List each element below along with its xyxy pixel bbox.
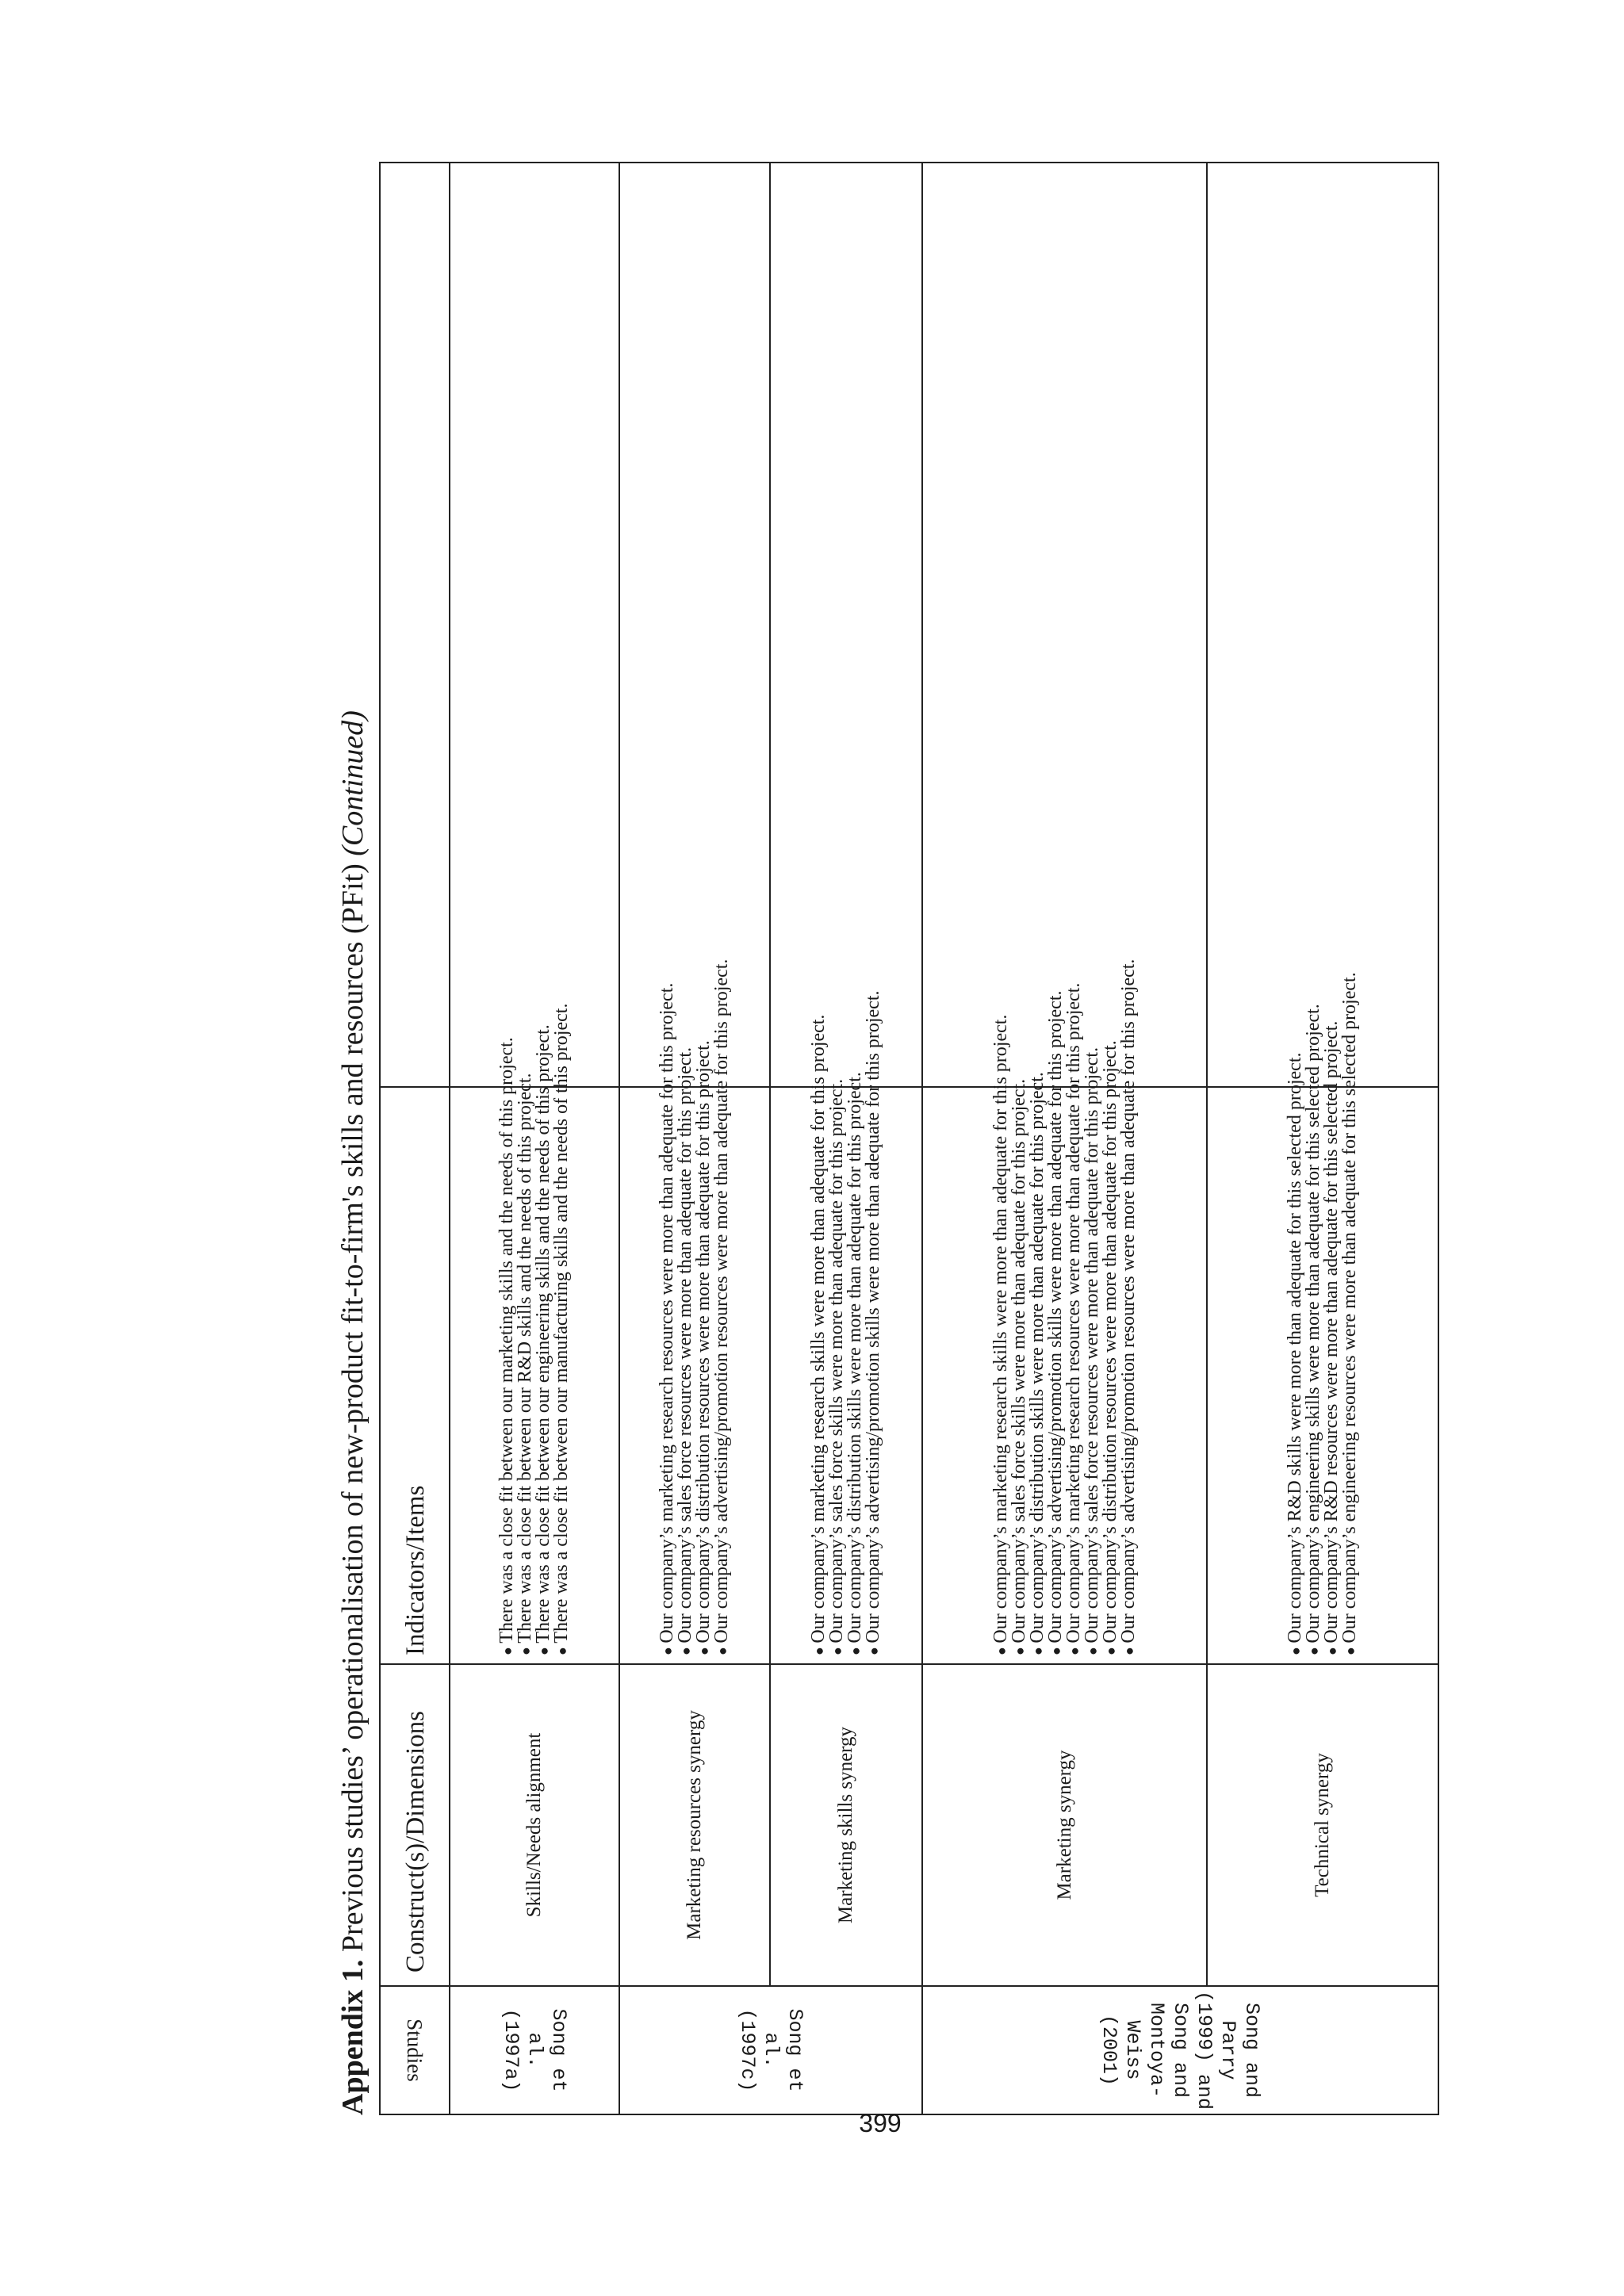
list-item: ● Our company’s sales force skills were more than adequate for this project. bbox=[1010, 744, 1028, 1655]
items-list bbox=[923, 744, 1206, 1655]
caption-title: Previous studies’ operationalisation of new-product fit-to-firm's skills and resources (PFit) bbox=[336, 855, 370, 1960]
list-item: ● There was a close fit between our marketing skills and the needs of this project. bbox=[498, 744, 516, 1655]
list-item: ● Our company’s engineering skills were more than adequate for this selected project. bbox=[1304, 744, 1323, 1655]
construct-cell: Marketing synergy bbox=[1053, 1750, 1075, 1900]
construct-cell: Skills/Needs alignment bbox=[523, 1732, 545, 1918]
list-item: ● Our company’s marketing research skills were more than adequate for this project. bbox=[810, 744, 828, 1655]
header-constructs: Construct(s)/Dimensions bbox=[401, 1711, 430, 1973]
list-item: ● Our company’s engineering resources were more than adequate for this selected project. bbox=[1341, 744, 1359, 1655]
construct-cell: Marketing resources synergy bbox=[684, 1710, 705, 1940]
items-list bbox=[1208, 744, 1438, 1655]
list-item: ● There was a close fit between our manufacturing skills and the needs of this project. bbox=[553, 744, 571, 1655]
caption-label: Appendix 1. bbox=[336, 1959, 370, 2115]
list-item: ● There was a close fit between our R&D skills and the needs of this project. bbox=[516, 744, 534, 1655]
rotated-table-page bbox=[329, 162, 1439, 2115]
study-song-1997a: Song et al. (1997a) bbox=[500, 2008, 570, 2092]
list-item: ● Our company’s marketing research resources were more than adequate for this project. bbox=[1065, 744, 1083, 1655]
caption-continued: (Continued) bbox=[336, 710, 370, 856]
list-item: ● There was a close fit between our engineering skills and the needs of this project. bbox=[534, 744, 553, 1655]
construct-cell: Marketing skills synergy bbox=[835, 1726, 856, 1924]
items-list bbox=[771, 744, 921, 1655]
list-item: ● Our company’s marketing research skills were more than adequate for this project. bbox=[992, 744, 1010, 1655]
construct-cell: Technical synergy bbox=[1312, 1753, 1333, 1897]
items-list bbox=[620, 744, 769, 1655]
study-song-parry-montoya: Song and Parry (1999) and Song and Montoya-Weiss (2001) bbox=[1097, 1990, 1264, 2110]
list-item: ● Our company’s distribution skills were more than adequate for this project. bbox=[846, 744, 864, 1655]
list-item: ● Our company’s sales force resources were more than adequate for this project. bbox=[676, 744, 695, 1655]
list-item: ● Our company’s advertising/promotion resources were more than adequate for this project. bbox=[713, 744, 731, 1655]
list-item: ● Our company’s R&D skills were more than adequate for this selected project. bbox=[1286, 744, 1304, 1655]
list-item: ● Our company’s advertising/promotion resources were more than adequate for this project. bbox=[1120, 744, 1138, 1655]
list-item: ● Our company’s distribution resources were more than adequate for this project. bbox=[1101, 744, 1120, 1655]
list-item: ● Our company’s marketing research resources were more than adequate for this project. bbox=[658, 744, 676, 1655]
list-item: ● Our company’s advertising/promotion skills were more than adequate for this project. bbox=[1047, 744, 1065, 1655]
list-item: ● Our company’s R&D resources were more than adequate for this selected project. bbox=[1323, 744, 1341, 1655]
list-item: ● Our company’s distribution skills were more than adequate for this project. bbox=[1028, 744, 1047, 1655]
header-items: Indicators/Items bbox=[401, 1485, 430, 1655]
study-song-1997c: Song et al. (1997c) bbox=[736, 2008, 806, 2092]
header-studies: Studies bbox=[403, 2019, 427, 2082]
list-item: ● Our company’s sales force resources were more than adequate for this project. bbox=[1083, 744, 1101, 1655]
list-item: ● Our company’s sales force skills were more than adequate for this project. bbox=[828, 744, 846, 1655]
list-item: ● Our company’s distribution resources were more than adequate for this project. bbox=[695, 744, 713, 1655]
table-caption bbox=[329, 162, 377, 2115]
list-item: ● Our company’s advertising/promotion skills were more than adequate for this project. bbox=[864, 744, 883, 1655]
appendix-table bbox=[379, 162, 1439, 2115]
page-number: 399 bbox=[859, 2109, 902, 2137]
items-list bbox=[450, 744, 619, 1655]
